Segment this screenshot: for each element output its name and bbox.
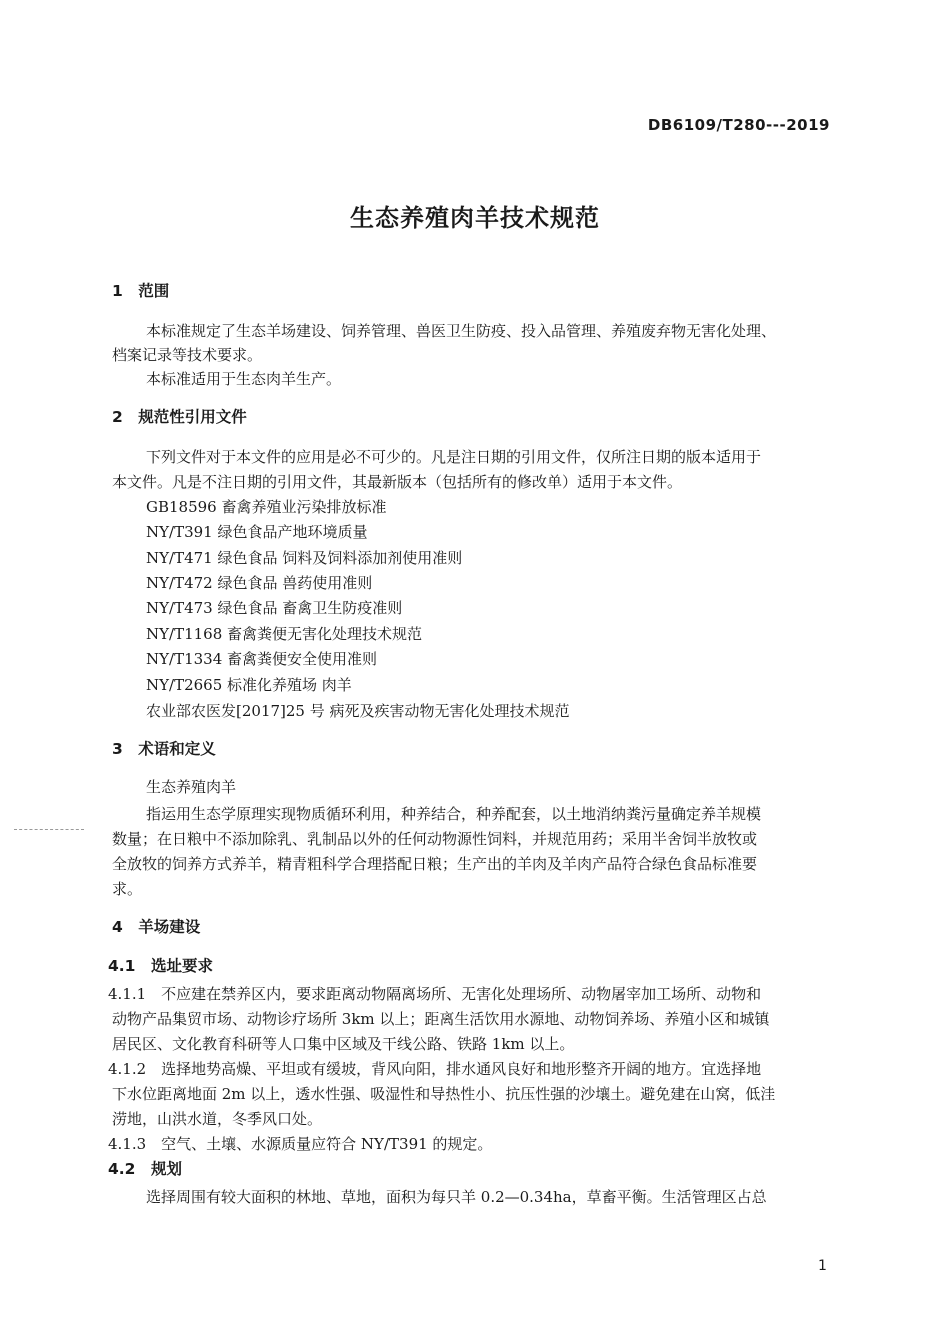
reference-item: NY/T471 绿色食品 饲料及饲料添加剂使用准则 <box>146 549 463 567</box>
reference-item: NY/T391 绿色食品产地环境质量 <box>146 523 368 541</box>
section-heading-scope: 1 范围 <box>112 282 170 300</box>
clause-line: 居民区、文化教育科研等人口集中区域及干线公路、铁路 1km 以上。 <box>112 1035 575 1053</box>
term-definition-line: 求。 <box>112 880 143 898</box>
term-definition-line: 全放牧的饲养方式养羊，精青粗科学合理搭配日粮；生产出的羊肉及羊肉产品符合绿色食品标准要 <box>112 855 758 873</box>
section-heading-references: 2 规范性引用文件 <box>112 408 247 426</box>
clause-line: 下水位距离地面 2m 以上，透水性强、吸湿性和导热性小、抗压性强的沙壤土。避免建在山窝，低洼 <box>112 1085 776 1103</box>
page-number: 1 <box>818 1258 827 1274</box>
reference-item: NY/T1168 畜禽粪便无害化处理技术规范 <box>146 625 423 643</box>
subsection-heading-planning: 4.2 规划 <box>108 1160 182 1178</box>
term-definition-line: 指运用生态学原理实现物质循环利用，种养结合，种养配套，以土地消纳粪污量确定养羊规模 <box>146 805 762 823</box>
subsection-heading-site: 4.1 选址要求 <box>108 957 213 975</box>
term-definition-line: 数量；在日粮中不添加除乳、乳制品以外的任何动物源性饲料，并规范用药；采用半舍饲半放牧或 <box>112 830 758 848</box>
page-title: 生态养殖肉羊技术规范 <box>350 204 600 232</box>
scope-paragraph-line: 档案记录等技术要求。 <box>112 346 263 364</box>
clause-line: 动物产品集贸市场、动物诊疗场所 3km 以上；距离生活饮用水源地、动物饲养场、养殖小区和城镇 <box>112 1010 770 1028</box>
reference-item: 农业部农医发[2017]25 号 病死及疾害动物无害化处理技术规范 <box>146 702 570 720</box>
planning-paragraph-line: 选择周围有较大面积的林地、草地，面积为每只羊 0.2—0.34ha，草畜平衡。生活管理区占总 <box>146 1188 767 1206</box>
clause-line: 4.1.3 空气、土壤、水源质量应符合 NY/T391 的规定。 <box>108 1135 493 1153</box>
document-id: DB6109/T280---2019 <box>647 116 830 134</box>
clause-line: 4.1.2 选择地势高燥、平坦或有缓坡，背风向阳，排水通风良好和地形整齐开阔的地方。宜选择地 <box>108 1060 762 1078</box>
reference-item: NY/T473 绿色食品 畜禽卫生防疫准则 <box>146 599 403 617</box>
scan-artifact-divider <box>14 829 84 830</box>
reference-item: NY/T2665 标准化养殖场 肉羊 <box>146 676 352 694</box>
term-name: 生态养殖肉羊 <box>146 778 237 796</box>
clause-line: 涝地，山洪水道，冬季风口处。 <box>112 1110 323 1128</box>
scope-paragraph-line: 本标准适用于生态肉羊生产。 <box>146 370 342 388</box>
section-heading-farm: 4 羊场建设 <box>112 918 201 936</box>
clause-line: 4.1.1 不应建在禁养区内，要求距离动物隔离场所、无害化处理场所、动物屠宰加工场所、动物和 <box>108 985 762 1003</box>
references-intro-line: 本文件。凡是不注日期的引用文件，其最新版本（包括所有的修改单）适用于本文件。 <box>112 473 683 491</box>
section-heading-terms: 3 术语和定义 <box>112 740 216 758</box>
reference-item: NY/T1334 畜禽粪便安全使用准则 <box>146 650 378 668</box>
scope-paragraph-line: 本标准规定了生态羊场建设、饲养管理、兽医卫生防疫、投入品管理、养殖废弃物无害化处理、 <box>146 322 777 340</box>
reference-item: NY/T472 绿色食品 兽药使用准则 <box>146 574 373 592</box>
reference-item: GB18596 畜禽养殖业污染排放标准 <box>146 498 387 516</box>
references-intro-line: 下列文件对于本文件的应用是必不可少的。凡是注日期的引用文件，仅所注日期的版本适用于 <box>146 448 762 466</box>
